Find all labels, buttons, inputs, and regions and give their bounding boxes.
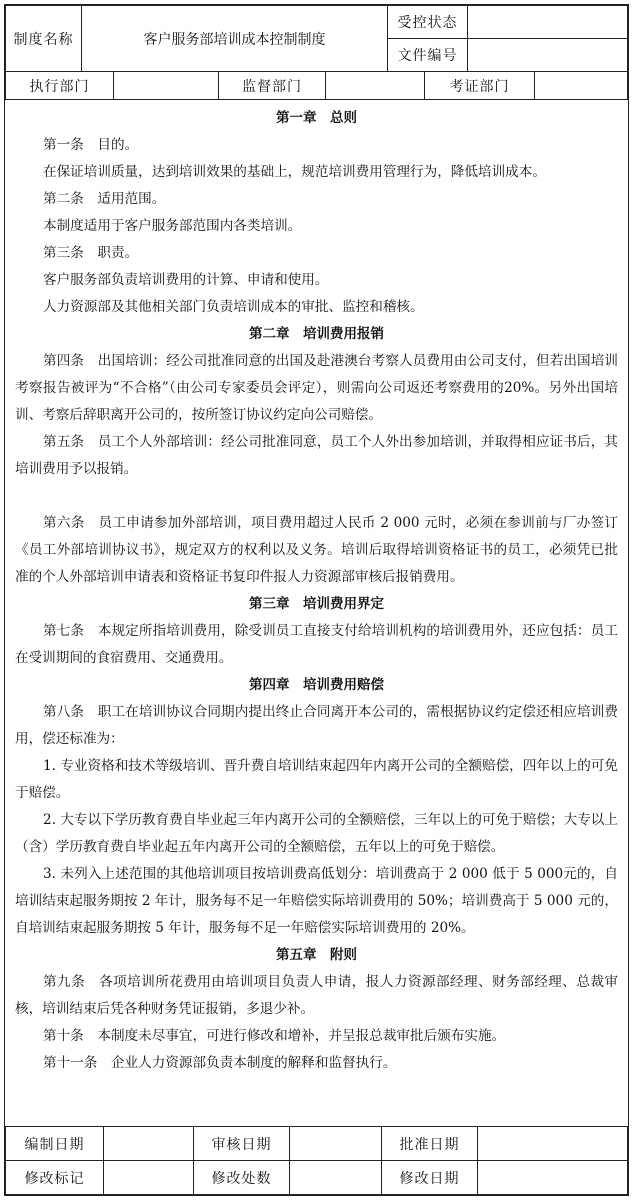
article-text: 客户服务部负责培训费用的计算、申请和使用。 bbox=[43, 272, 329, 288]
document-title: 客户服务部培训成本控制制度 bbox=[82, 6, 388, 72]
revision-date-label: 修改日期 bbox=[382, 1161, 478, 1195]
header-table-row1 bbox=[5, 5, 628, 72]
supervise-dept-label: 监督部门 bbox=[219, 72, 326, 100]
article-heading: 第一条 目的。 bbox=[43, 137, 139, 153]
controlled-status-label: 受控状态 bbox=[388, 6, 468, 39]
article-paragraph: 第八条 职工在培训协议合同期内提出终止合同离开本公司的，需根据协议约定偿还相应培训费用，偿还标准为： bbox=[15, 704, 618, 747]
chapter-heading: 第二章 培训费用报销 bbox=[249, 326, 384, 342]
article-paragraph: 第七条 本规定所指培训费用，除受训员工直接支付给培训机构的培训费用外，还应包括：员工在受训期间的食宿费用、交通费用。 bbox=[15, 623, 618, 666]
revision-mark-value bbox=[104, 1161, 194, 1195]
verify-dept-label: 考证部门 bbox=[425, 72, 535, 100]
article-paragraph: 第十一条 企业人力资源部负责本制度的解释和监督执行。 bbox=[43, 1055, 397, 1071]
review-date-label: 审核日期 bbox=[194, 1127, 290, 1161]
review-date-value bbox=[290, 1127, 382, 1161]
list-item: 1. 专业资格和技术等级培训、晋升费自培训结束起四年内离开公司的全额赔偿，四年以上的可免于赔偿。 bbox=[15, 758, 618, 801]
document-body bbox=[5, 101, 628, 1122]
supervise-dept-value bbox=[326, 72, 425, 100]
exec-dept-value bbox=[114, 72, 219, 100]
file-no-label: 文件编号 bbox=[388, 39, 468, 72]
file-no-value bbox=[468, 39, 628, 72]
article-text: 人力资源部及其他相关部门负责培训成本的审批、监控和稽核。 bbox=[43, 299, 424, 315]
chapter-heading: 第三章 培训费用界定 bbox=[249, 596, 384, 612]
list-item: 2. 大专以下学历教育费自毕业起三年内离开公司的全额赔偿，三年以上的可免于赔偿；大专以上（含）学历教育费自毕业起五年内离开公司的全额赔偿，五年以上的可免于赔偿。 bbox=[15, 812, 618, 855]
article-paragraph: 第十条 本制度未尽事宜，可进行修改和增补，并呈报总裁审批后颁布实施。 bbox=[43, 1028, 506, 1044]
revision-count-label: 修改处数 bbox=[194, 1161, 290, 1195]
article-paragraph: 第六条 员工申请参加外部培训，项目费用超过人民币 2 000 元时，必须在参训前与厂办签订《员工外部培训协议书》，规定双方的权利以及义务。培训后取得培训资格证书的员工，必须凭已批准的个人外部培训申请表和资格证书复印件报人力资源部审核后报销费用。 bbox=[15, 515, 618, 585]
controlled-status-value bbox=[468, 6, 628, 39]
exec-dept-label: 执行部门 bbox=[6, 72, 114, 100]
header-table-row2 bbox=[5, 71, 628, 100]
revision-date-value bbox=[478, 1161, 628, 1195]
article-text: 本制度适用于客户服务部范围内各类培训。 bbox=[43, 218, 302, 234]
chapter-heading: 第五章 附则 bbox=[276, 947, 357, 963]
chapter-heading: 第四章 培训费用赔偿 bbox=[249, 677, 384, 693]
blank-gap bbox=[15, 483, 618, 510]
compile-date-label: 编制日期 bbox=[6, 1127, 104, 1161]
article-heading: 第三条 职责。 bbox=[43, 245, 139, 261]
footer-table bbox=[5, 1126, 628, 1195]
name-label: 制度名称 bbox=[6, 6, 82, 72]
article-paragraph: 第五条 员工个人外部培训：经公司批准同意，员工个人外出参加培训，并取得相应证书后，其培训费用予以报销。 bbox=[15, 434, 618, 477]
approve-date-value bbox=[478, 1127, 628, 1161]
article-text: 在保证培训质量，达到培训效果的基础上，规范培训费用管理行为，降低培训成本。 bbox=[43, 164, 546, 180]
article-heading: 第二条 适用范围。 bbox=[43, 191, 166, 207]
revision-mark-label: 修改标记 bbox=[6, 1161, 104, 1195]
chapter-heading: 第一章 总则 bbox=[276, 110, 357, 126]
verify-dept-value bbox=[535, 72, 628, 100]
list-item: 3. 未列入上述范围的其他培训项目按培训费高低划分：培训费高于 2 000 低于 5 000元的，自培训结束起服务期按 2 年计，服务每不足一年赔偿实际培训费用的 50%；培训费高于 5 000 元的，自培训结束起服务期按 5 年计，服务每不足一年赔偿实际培训费用的 20%。 bbox=[15, 866, 618, 936]
compile-date-value bbox=[104, 1127, 194, 1161]
footer-section bbox=[5, 1126, 628, 1195]
article-paragraph: 第九条 各项培训所花费用由培训项目负责人申请，报人力资源部经理、财务部经理、总裁审核，培训结束后凭各种财务凭证报销，多退少补。 bbox=[15, 974, 618, 1017]
document-frame bbox=[4, 4, 629, 1196]
approve-date-label: 批准日期 bbox=[382, 1127, 478, 1161]
revision-count-value bbox=[290, 1161, 382, 1195]
article-paragraph: 第四条 出国培训：经公司批准同意的出国及赴港澳台考察人员费用由公司支付，但若出国培训考察报告被评为“不合格”（由公司专家委员会评定），则需向公司返还考察费用的20%。另外出国培训、考察后辞职离开公司的，按所签订协议约定向公司赔偿。 bbox=[15, 353, 618, 423]
